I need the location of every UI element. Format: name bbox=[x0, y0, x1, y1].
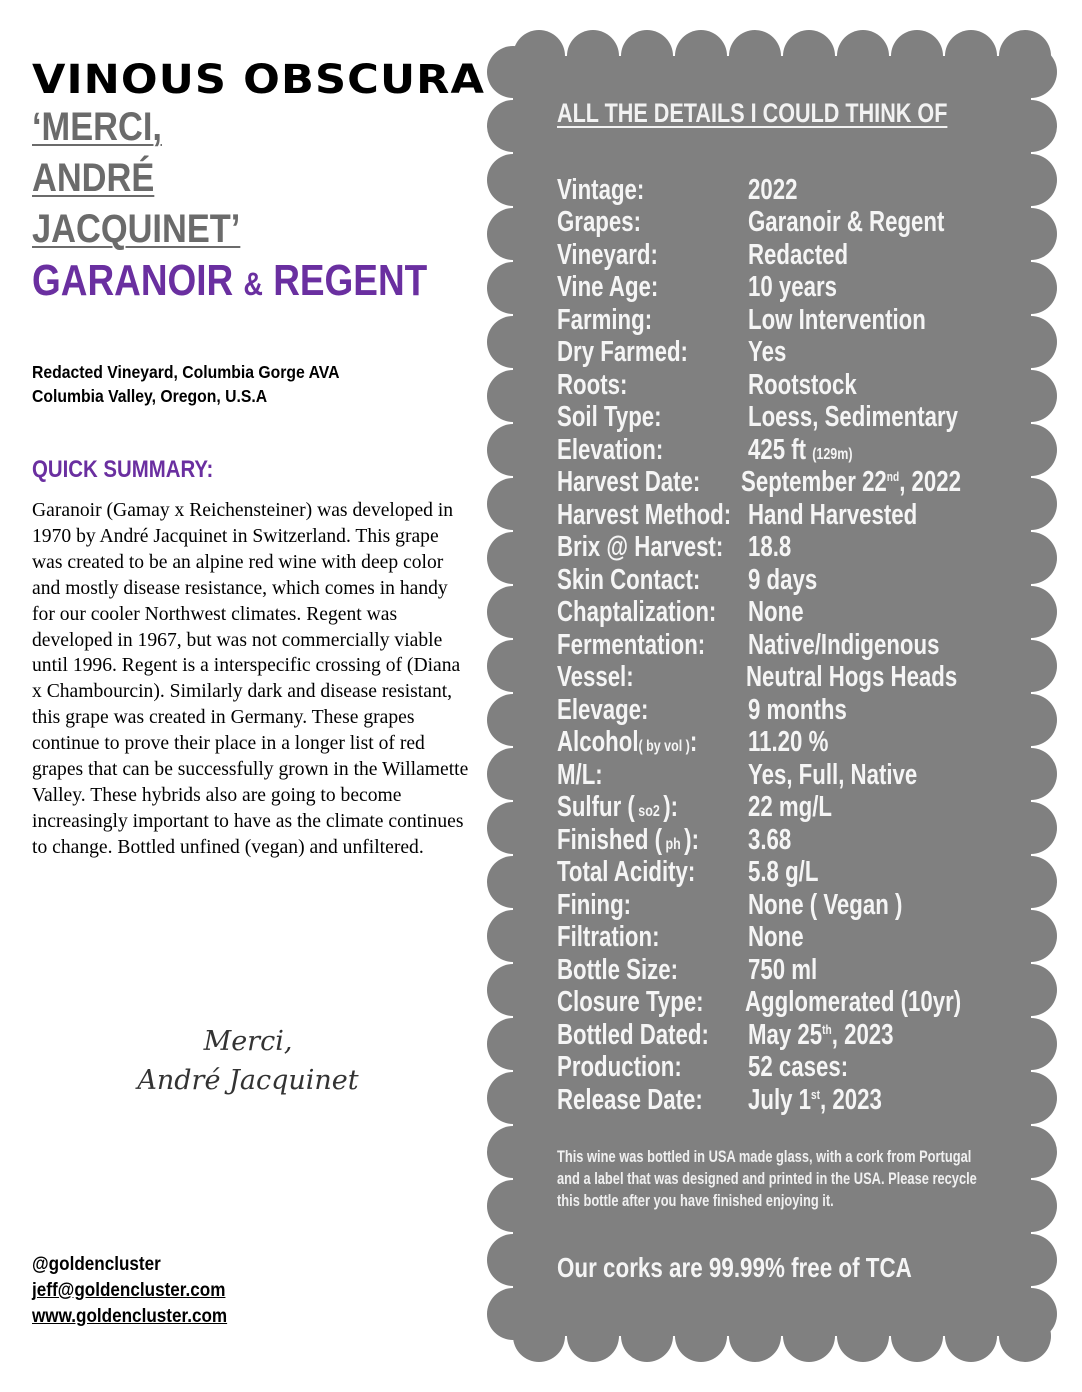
detail-row bbox=[557, 239, 1017, 272]
scallop bbox=[675, 1310, 727, 1362]
detail-value: 22 mg/L bbox=[748, 791, 833, 824]
detail-row bbox=[557, 207, 1017, 240]
scallop bbox=[999, 30, 1051, 82]
detail-row bbox=[557, 434, 1017, 467]
detail-row bbox=[557, 369, 1017, 402]
detail-value: 9 days bbox=[748, 563, 818, 596]
wine-name-line2: JACQUINET’ bbox=[32, 207, 241, 251]
scallop bbox=[487, 694, 539, 746]
wine-name bbox=[32, 102, 290, 255]
wine-name-line1: ‘MERCI, ANDRÉ bbox=[32, 105, 162, 200]
email-link[interactable]: jeff@goldencluster.com bbox=[32, 1280, 226, 1301]
scallop bbox=[621, 30, 673, 82]
scallop bbox=[487, 208, 539, 260]
detail-value: 2022 bbox=[748, 173, 798, 206]
scallop bbox=[1005, 1234, 1057, 1286]
detail-label: Bottled Dated: bbox=[557, 1018, 709, 1051]
detail-label: Vessel: bbox=[557, 661, 634, 694]
detail-row bbox=[557, 857, 1017, 890]
location-line2: Columbia Valley, Oregon, U.S.A bbox=[32, 386, 268, 406]
scallop bbox=[621, 1310, 673, 1362]
detail-row bbox=[557, 402, 1017, 435]
details-title: ALL THE DETAILS I COULD THINK OF bbox=[557, 98, 948, 128]
detail-label: Sulfur ( so2 ): bbox=[557, 791, 679, 824]
detail-value: Hand Harvested bbox=[748, 498, 918, 531]
detail-label: Elevation: bbox=[557, 433, 664, 466]
brand-title: VINOUS OBSCURA bbox=[32, 57, 485, 103]
scallop bbox=[567, 1310, 619, 1362]
location-line1: Redacted Vineyard, Columbia Gorge AVA bbox=[32, 362, 340, 382]
detail-row bbox=[557, 629, 1017, 662]
detail-value: Yes bbox=[748, 336, 787, 369]
detail-label: Vine Age: bbox=[557, 271, 659, 304]
grape-b: REGENT bbox=[273, 256, 428, 305]
detail-label: Fermentation: bbox=[557, 628, 706, 661]
details-panel bbox=[513, 56, 1031, 1336]
detail-row bbox=[557, 1019, 1017, 1052]
detail-value: 3.68 bbox=[748, 823, 792, 856]
scallop bbox=[487, 1234, 539, 1286]
detail-value: 5.8 g/L bbox=[748, 856, 819, 889]
detail-row bbox=[557, 824, 1017, 857]
scallop bbox=[837, 30, 889, 82]
detail-row bbox=[557, 532, 1017, 565]
scallop bbox=[487, 316, 539, 368]
scallop bbox=[487, 1018, 539, 1070]
detail-label: Elevage: bbox=[557, 693, 649, 726]
scallop bbox=[945, 1310, 997, 1362]
scallop bbox=[487, 262, 539, 314]
detail-value: None bbox=[748, 596, 804, 629]
grape-a: GARANOIR bbox=[32, 256, 234, 305]
detail-value: 425 ft (129m) bbox=[748, 433, 853, 466]
detail-row bbox=[557, 1052, 1017, 1085]
scallop bbox=[1005, 100, 1057, 152]
scallop bbox=[891, 30, 943, 82]
grape-ampersand: & bbox=[243, 266, 263, 302]
detail-value: Redacted bbox=[748, 238, 849, 271]
scallop bbox=[487, 532, 539, 584]
detail-label: Chaptalization: bbox=[557, 596, 717, 629]
detail-label: Closure Type: bbox=[557, 986, 704, 1019]
details-list bbox=[557, 174, 1017, 1117]
detail-label: Grapes: bbox=[557, 206, 642, 239]
detail-label: Release Date: bbox=[557, 1083, 703, 1116]
scallop bbox=[1005, 1126, 1057, 1178]
detail-value: Native/Indigenous bbox=[748, 628, 940, 661]
detail-value: 9 months bbox=[748, 693, 847, 726]
scallop bbox=[487, 964, 539, 1016]
summary-text: Garanoir (Gamay x Reichensteiner) was developed in 1970 by André Jacquinet in Switzerland. This grape was created to be an alpine red wine with deep color and mostly disease resistance, which comes in handy for our cooler Northwest climates. Regent was developed in 1967, but was not commercially viable until 1996. Regent is a interspecific crossing of (Diana x Chambourcin). Similarly dark and disease resistant, this grape was created in Germany. These grapes continue to prove their place in a longer list of red grapes that can be successfully grown in the Willamette Valley. These hybrids also are going to become increasingly important to have as the climate continues to change. Bottled unfined (vegan) and unfiltered. bbox=[32, 500, 469, 858]
scallop bbox=[945, 30, 997, 82]
detail-value: September 22nd, 2022 bbox=[740, 466, 961, 499]
signature-line2: André Jacquinet bbox=[137, 1065, 359, 1096]
scallop bbox=[487, 856, 539, 908]
detail-label: Harvest Date: bbox=[557, 466, 701, 499]
detail-label: Roots: bbox=[557, 368, 628, 401]
detail-row bbox=[557, 987, 1017, 1020]
detail-row bbox=[557, 1084, 1017, 1117]
detail-label: Finished ( ph ): bbox=[557, 823, 699, 856]
detail-label: Brix @ Harvest: bbox=[557, 531, 724, 564]
detail-label: Bottle Size: bbox=[557, 953, 679, 986]
scallop bbox=[487, 100, 539, 152]
scallop bbox=[783, 1310, 835, 1362]
detail-value: Yes, Full, Native bbox=[748, 758, 918, 791]
detail-label: Total Acidity: bbox=[557, 856, 696, 889]
scallop bbox=[999, 1310, 1051, 1362]
detail-row bbox=[557, 694, 1017, 727]
detail-value: 18.8 bbox=[748, 531, 792, 564]
detail-value: None bbox=[748, 921, 804, 954]
detail-row bbox=[557, 792, 1017, 825]
detail-row bbox=[557, 467, 1017, 500]
scallop bbox=[487, 478, 539, 530]
bottle-note: This wine was bottled in USA made glass, with a cork from Portugal and a label that was designed and printed in the USA. Please recycle this bottle after you have finished enjoying it. bbox=[557, 1148, 977, 1210]
scallop bbox=[487, 1072, 539, 1124]
contact-block bbox=[32, 1252, 249, 1330]
detail-label: Production: bbox=[557, 1051, 682, 1084]
scallop bbox=[513, 30, 565, 82]
scallop bbox=[487, 802, 539, 854]
detail-value: Agglomerated (10yr) bbox=[744, 986, 962, 1019]
tca-statement: Our corks are 99.99% free of TCA bbox=[557, 1252, 912, 1283]
detail-value: None ( Vegan ) bbox=[748, 888, 903, 921]
detail-value: 11.20 % bbox=[748, 726, 829, 759]
left-column bbox=[32, 57, 485, 861]
detail-row bbox=[557, 174, 1017, 207]
grape-varieties bbox=[32, 255, 428, 310]
detail-value: May 25th, 2023 bbox=[748, 1018, 894, 1051]
detail-row bbox=[557, 759, 1017, 792]
detail-value: July 1st, 2023 bbox=[748, 1083, 882, 1116]
detail-value: Garanoir & Regent bbox=[748, 206, 945, 239]
detail-label: Vintage: bbox=[557, 173, 645, 206]
detail-label: M/L: bbox=[557, 758, 603, 791]
detail-label: Fining: bbox=[557, 888, 632, 921]
detail-label: Dry Farmed: bbox=[557, 336, 688, 369]
signature bbox=[128, 1022, 368, 1100]
scallop bbox=[487, 154, 539, 206]
detail-row bbox=[557, 499, 1017, 532]
scallop bbox=[567, 30, 619, 82]
detail-label: Harvest Method: bbox=[557, 498, 732, 531]
detail-label: Filtration: bbox=[557, 921, 660, 954]
scallop bbox=[837, 1310, 889, 1362]
detail-row bbox=[557, 922, 1017, 955]
scallop bbox=[487, 1126, 539, 1178]
scallop bbox=[1005, 1180, 1057, 1232]
summary-heading: QUICK SUMMARY: bbox=[32, 456, 214, 483]
detail-row bbox=[557, 662, 1017, 695]
detail-value: 10 years bbox=[748, 271, 838, 304]
detail-value: Low Intervention bbox=[748, 303, 926, 336]
scallop bbox=[729, 30, 781, 82]
detail-value: Rootstock bbox=[748, 368, 857, 401]
detail-label: Soil Type: bbox=[557, 401, 662, 434]
signature-line1: Merci, bbox=[203, 1026, 293, 1057]
detail-row bbox=[557, 954, 1017, 987]
scallop bbox=[487, 640, 539, 692]
detail-value: Neutral Hogs Heads bbox=[746, 661, 958, 694]
scallop bbox=[675, 30, 727, 82]
scallop bbox=[487, 370, 539, 422]
scallop bbox=[487, 424, 539, 476]
scallop bbox=[891, 1310, 943, 1362]
social-handle[interactable]: @goldencluster bbox=[32, 1254, 161, 1275]
detail-value: 52 cases: bbox=[748, 1051, 849, 1084]
detail-label: Farming: bbox=[557, 303, 653, 336]
detail-value: 750 ml bbox=[748, 953, 818, 986]
location bbox=[32, 360, 472, 408]
detail-row bbox=[557, 889, 1017, 922]
scallop bbox=[783, 30, 835, 82]
detail-row bbox=[557, 597, 1017, 630]
scallop bbox=[487, 586, 539, 638]
website-link[interactable]: www.goldencluster.com bbox=[32, 1306, 228, 1327]
scallop bbox=[513, 1310, 565, 1362]
detail-row bbox=[557, 727, 1017, 760]
detail-row bbox=[557, 337, 1017, 370]
detail-label: Vineyard: bbox=[557, 238, 658, 271]
scallop bbox=[487, 910, 539, 962]
scallop bbox=[729, 1310, 781, 1362]
detail-label: Alcohol( by vol ): bbox=[557, 726, 698, 759]
detail-row bbox=[557, 304, 1017, 337]
detail-label: Skin Contact: bbox=[557, 563, 701, 596]
detail-value: Loess, Sedimentary bbox=[747, 401, 958, 434]
detail-row bbox=[557, 272, 1017, 305]
detail-row bbox=[557, 564, 1017, 597]
scallop bbox=[487, 748, 539, 800]
scallop bbox=[487, 1180, 539, 1232]
